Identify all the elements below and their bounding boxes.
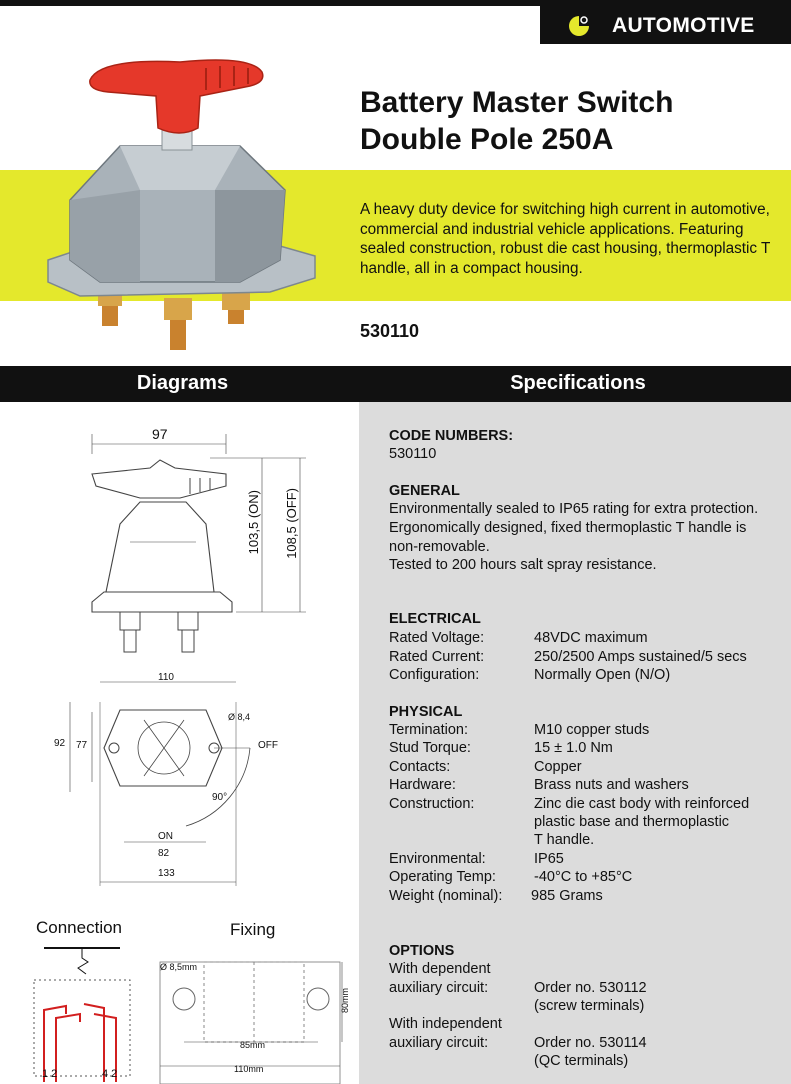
physical-value: 985 Grams [531, 888, 603, 904]
physical-value: M10 copper studs [534, 722, 650, 738]
brand-bar [540, 6, 791, 44]
general-line: non-removable. [389, 539, 490, 555]
options-heading: OPTIONS [389, 943, 455, 959]
options-value: Order no. 530112 [534, 980, 647, 996]
dim-height-off: 108,5 (OFF) [284, 488, 299, 559]
dim-110: 110 [158, 672, 174, 683]
fixing-height-dim: 80mm [340, 988, 350, 1014]
physical-value: T handle. [534, 832, 595, 848]
general-line: Environmentally sealed to IP65 rating for extra protection. [389, 501, 759, 517]
physical-value: Copper [534, 759, 582, 775]
physical-value: 15 ± 1.0 Nm [534, 740, 613, 756]
physical-label: Construction: [389, 796, 475, 812]
physical-label: Contacts: [389, 759, 451, 775]
fixing-label: Fixing [230, 920, 276, 939]
electrical-heading: ELECTRICAL [389, 611, 481, 627]
physical-value: plastic base and thermoplastic [534, 814, 730, 830]
connection-label: Connection [36, 918, 123, 937]
physical-label: Termination: [389, 722, 468, 738]
label-on: ON [158, 831, 173, 842]
physical-value: -40°C to +85°C [534, 869, 633, 885]
physical-label: Operating Temp: [389, 869, 496, 885]
fixing-inner-dim: 85mm [240, 1040, 266, 1050]
dim-92: 92 [54, 738, 66, 749]
options-label: auxiliary circuit: [389, 980, 489, 996]
dim-77: 77 [76, 740, 88, 751]
electrical-label: Rated Current: [389, 649, 485, 665]
dim-width-97: 97 [152, 426, 168, 442]
general-line: Ergonomically designed, fixed thermoplastic T handle is [389, 520, 747, 536]
electrical-value: 250/2500 Amps sustained/5 secs [534, 649, 747, 665]
fixing-outer-dim: 110mm [234, 1064, 264, 1074]
side-view-diagram [92, 434, 306, 652]
code-numbers-value: 530110 [389, 446, 437, 462]
general-heading: GENERAL [389, 483, 460, 499]
diagrams-heading: Diagrams [136, 372, 229, 394]
product-description: A heavy duty device for switching high current in automotive, commercial and industrial vehicle applications. Featuring sealed construction, robust die cast housing, thermoplastic T handle, all in a compact housing. [360, 201, 771, 277]
dim-82: 82 [158, 848, 170, 859]
options-label: With independent [389, 1016, 502, 1032]
label-off: OFF [258, 740, 278, 751]
product-title: Battery Master Switch Double Pole 250A [360, 86, 674, 156]
dim-hole-84: Ø 8,4 [228, 712, 251, 722]
electrical-label: Rated Voltage: [389, 630, 485, 646]
electrical-value: Normally Open (N/O) [534, 667, 671, 683]
terminal-label-right: 4 2 [102, 1068, 118, 1080]
physical-value: Zinc die cast body with reinforced [534, 796, 750, 812]
connection-diagram [34, 948, 130, 1082]
options-label: With dependent [389, 961, 491, 977]
physical-value: IP65 [534, 851, 564, 867]
physical-label: Weight (nominal): [389, 888, 503, 904]
specifications-heading: Specifications [510, 372, 646, 394]
options-label: auxiliary circuit: [389, 1035, 489, 1051]
physical-label: Environmental: [389, 851, 486, 867]
electrical-label: Configuration: [389, 667, 480, 683]
electrical-value: 48VDC maximum [534, 630, 648, 646]
brand-logo-icon [568, 13, 592, 37]
general-line: Tested to 200 hours salt spray resistance. [389, 557, 657, 573]
product-photo [30, 50, 330, 360]
physical-label: Hardware: [389, 777, 456, 793]
physical-heading: PHYSICAL [389, 704, 463, 720]
fixing-hole-dim: Ø 8,5mm [160, 962, 198, 972]
label-angle: 90° [212, 792, 228, 803]
code-numbers-heading: CODE NUMBERS: [389, 428, 514, 444]
terminal-label-left: 1 2 [42, 1068, 58, 1080]
options-value: Order no. 530114 [534, 1035, 647, 1051]
dim-133: 133 [158, 868, 175, 879]
brand-name: AUTOMOTIVE [612, 14, 755, 37]
dim-height-on: 103,5 (ON) [246, 490, 261, 555]
physical-label: Stud Torque: [389, 740, 471, 756]
options-value: (screw terminals) [534, 998, 645, 1014]
physical-value: Brass nuts and washers [534, 777, 689, 793]
options-value: (QC terminals) [534, 1053, 629, 1069]
part-number: 530110 [360, 321, 420, 341]
